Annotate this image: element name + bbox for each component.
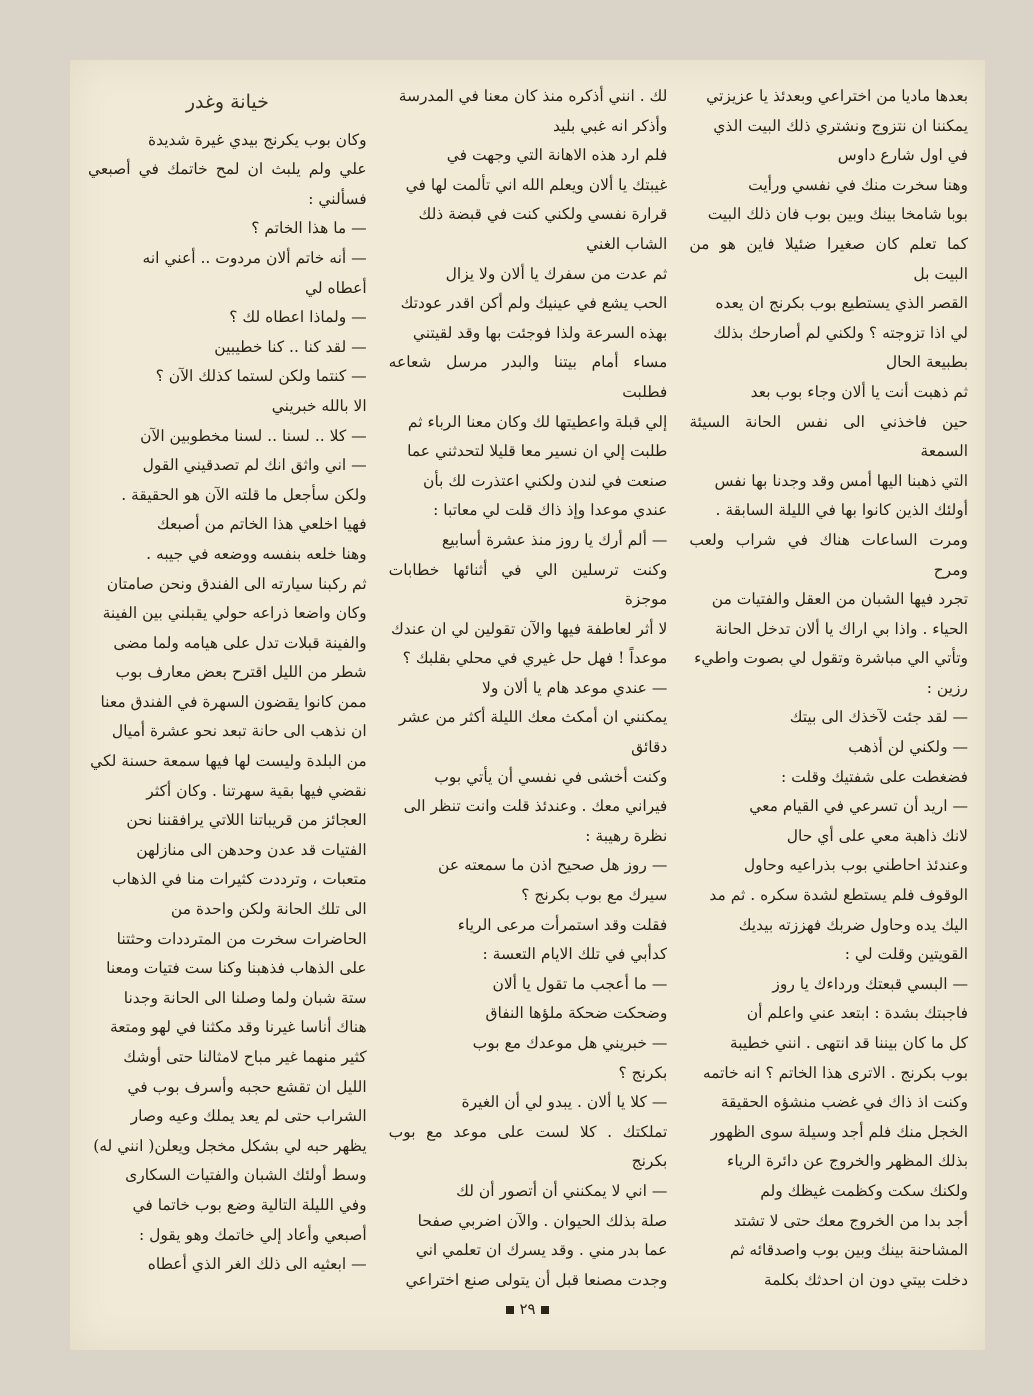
- text-line: رزين :: [926, 678, 969, 697]
- text-line: كل ما كان بيننا قد انتهى . انني خطيبة: [729, 1034, 969, 1052]
- text-line: بوب بكرنج . الاترى هذا الخاتم ؟ انه خاتمه: [702, 1063, 969, 1082]
- text-line: الفتيات قد عدن وحدهن الى منازلهن: [136, 840, 367, 859]
- text-line: شطر من الليل اقترح بعض معارف بوب: [115, 663, 367, 682]
- text-line: ستة شبان ولما وصلنا الى الحانة وجدنا: [123, 988, 367, 1007]
- text-line: نظرة رهيبة :: [585, 826, 668, 845]
- text-line: — عندي موعد هام يا ألان ولا: [482, 678, 668, 697]
- text-line: على الذهاب فذهبنا وكنا ست فتيات ومعنا: [106, 959, 367, 978]
- article-title: خيانة وغدر: [185, 91, 269, 113]
- text-line: الشاب الغني: [586, 234, 668, 253]
- text-line: هناك أناسا غيرنا وقد مكثنا في لهو ومتعة: [109, 1018, 367, 1037]
- text-line: وأذكر انه غبي بليد: [553, 116, 668, 135]
- text-line: موعداً ! فهل حل غيري في محلي بقلبك ؟: [402, 649, 668, 668]
- text-line: الخجل منك فلم أجد وسيلة سوى الظهور: [710, 1122, 969, 1141]
- text-line: ان نذهب الى حانة تبعد نحو عشرة أميال: [111, 722, 367, 741]
- text-line: ولكن سأجعل ما قلته الآن هو الحقيقة .: [121, 485, 367, 504]
- column-left: [689, 82, 968, 1292]
- text-line: العجائز من قريباتنا اللاتي يرافقننا نحن: [126, 811, 367, 830]
- text-line: — البسي قبعتك ورداءك يا روز: [772, 974, 969, 993]
- text-line: بعدها ماديا من اختراعي وبعدئذ يا عزيزتي: [706, 87, 969, 105]
- text-line: من البلدة وليست لها فيها سمعة حسنة لكي: [90, 752, 367, 771]
- text-line: المشاحنة بينك وبين بوب واصدقائه ثم: [729, 1241, 969, 1260]
- footer-square-icon: [506, 1306, 514, 1314]
- text-line: كثير منهما غير مباح لامثالنا حتى أوشك: [123, 1048, 367, 1066]
- text-line: وفي الليلة التالية وضع بوب خاتما في: [132, 1195, 367, 1214]
- text-line: — كنتما ولكن لستما كذلك الآن ؟: [155, 367, 367, 386]
- footer-square-icon: [541, 1306, 549, 1314]
- text-line: بوبا شامخا بينك وبين بوب فان ذلك البيت: [707, 205, 969, 224]
- text-line: — روز هل صحيح اذن ما سمعته عن: [438, 856, 668, 875]
- text-line: لانك ذاهبة معي على أي حال: [786, 826, 969, 845]
- text-line: — ألم أرك يا روز منذ عشرة أسابيع: [441, 530, 668, 549]
- text-line: فقلت وقد استمرأت مرعى الرياء: [457, 915, 668, 934]
- text-line: فضغطت على شفتيك وقلت :: [781, 767, 969, 786]
- text-line: — لقد جئت لآخذك الى بيتك: [789, 708, 969, 727]
- text-line: ممن كانوا يقضون السهرة في الفندق معنا: [100, 692, 367, 711]
- text-line: أجد بدا من الخروج معك حتى لا تشتد: [733, 1211, 969, 1230]
- text-line: الحياء . واذا بي اراك يا ألان تدخل الحانة: [715, 619, 969, 638]
- text-columns: [88, 82, 968, 1292]
- text-line: صنعت في لندن ولكني اعتذرت لك بأن: [422, 471, 668, 490]
- text-line: — خبريني هل موعدك مع بوب: [472, 1034, 668, 1052]
- text-line: لا أثر لعاطفة فيها والآن تقولين لي ان عندك: [391, 619, 668, 638]
- text-line: اليك يده وحاول ضربك فهززته بيديك: [738, 915, 969, 934]
- text-line: — اريد أن تسرعي في القيام معي: [749, 797, 969, 816]
- text-line: لي اذا تزوجته ؟ ولكني لم أصارحك بذلك: [713, 323, 969, 342]
- text-line: والفينة قبلات تدل على هيامه ولما مضى: [113, 633, 367, 652]
- text-line: بذلك المظهر والخروج عن دائرة الرياء: [727, 1152, 969, 1171]
- text-line: صلة بذلك الحيوان . والآن اضربي صفحا: [417, 1211, 668, 1230]
- text-line: لك . انني أذكره منذ كان معنا في المدرسة: [398, 87, 668, 105]
- text-line: فاجبتك بشدة : ابتعد عني واعلم أن: [746, 1004, 969, 1023]
- text-line: يمكنني ان أمكث معك الليلة أكثر من عشر: [398, 708, 668, 727]
- text-line: الحب يشع في عينيك ولم أكن اقدر عودتك: [400, 294, 668, 313]
- column-right: [88, 82, 367, 1292]
- text-line: الى تلك الحانة ولكن واحدة من: [170, 900, 367, 919]
- text-line: وضحكت ضحكة ملؤها النفاق: [485, 1004, 668, 1023]
- text-line: نقضي فيها بقية سهرتنا . وكان أكثر: [146, 781, 367, 800]
- text-line: القويتين وقلت لي :: [844, 945, 969, 964]
- text-line: وتأتي الي مباشرة وتقول لي بصوت واطيء: [694, 649, 969, 668]
- text-line: سيرك مع بوب بكرنج ؟: [521, 886, 668, 905]
- text-line: كدأبي في تلك الايام التعسة :: [482, 945, 668, 964]
- text-line: حين فاخذني الى نفس الحانة السيئة السمعة: [689, 412, 969, 461]
- text-line: عندي موعدا وإذ ذاك قلت لي معاتبا :: [433, 501, 668, 520]
- text-line: وكنت ترسلين الي في أثنائها خطابات موجزة: [388, 560, 668, 609]
- text-line: الحاضرات سخرت من المترددات وحثتنا: [116, 929, 367, 948]
- text-line: أولئك الذين كانوا بها في الليلة السابقة .: [715, 501, 969, 520]
- text-line: علي ولم يلبث ان لمح خاتمك في أصبعي فسألني :: [88, 160, 367, 208]
- text-line: متعبات ، وترددت كثيرات منا في الذهاب: [112, 870, 367, 889]
- text-line: دخلت بيتي دون ان احدثك بكلمة: [763, 1270, 969, 1289]
- text-line: أصبعي وأعاد إلي خاتمك وهو يقول :: [139, 1225, 367, 1244]
- text-line: ثم ركبنا سيارته الى الفندق ونحن صامتان: [106, 574, 367, 593]
- text-line: فلم ارد هذه الاهانة التي وجهت في: [446, 146, 668, 165]
- text-line: ومرت الساعات هناك في شراب ولعب ومرح: [689, 530, 969, 579]
- text-line: وهنا خلعه بنفسه ووضعه في جيبه .: [146, 544, 367, 563]
- text-line: وعندئذ احاطني بوب بذراعيه وحاول: [743, 856, 969, 875]
- text-line: وجدت مصنعا قبل أن يتولى صنع اختراعي: [405, 1270, 668, 1289]
- text-line: تملكتك . كلا لست على موعد مع بوب بكرنج: [388, 1122, 668, 1171]
- text-line: الوقوف فلم يستطع لشدة سكره . ثم مد: [709, 886, 969, 905]
- text-line: — كلا .. لسنا .. لسنا مخطوبين الآن: [140, 426, 367, 445]
- text-line: عما بدر مني . وقد يسرك ان تعلمي اني: [415, 1241, 668, 1260]
- text-line: ثم عدت من سفرك يا ألان ولا يزال: [445, 264, 668, 283]
- text-line: وكنت اذ ذاك في غضب منشؤه الحقيقة: [720, 1093, 969, 1112]
- page-footer: [70, 1300, 985, 1318]
- text-line: التي ذهبنا اليها أمس وقد وجدنا بها نفس: [714, 471, 969, 490]
- text-line: إلي قبلة واعطيتها لك وكان معنا الرباء ثم: [407, 412, 668, 431]
- text-line: كما تعلم كان صغيرا ضئيلا فاين هو من البيت بل: [689, 234, 969, 283]
- text-line: — ابعثيه الى ذلك الغر الذي أعطاه: [147, 1255, 367, 1274]
- text-line: — أنه خاتم ألان مردوت .. أعني انه: [142, 248, 367, 267]
- text-line: فيراني معك . وعندئذ قلت وانت تنظر الى: [403, 797, 668, 816]
- text-line: بكرنج ؟: [618, 1063, 668, 1082]
- text-line: — لقد كنا .. كنا خطيبين: [214, 337, 367, 356]
- text-line: — كلا يا ألان . يبدو لي أن الغيرة: [461, 1093, 668, 1112]
- column-middle: [389, 82, 668, 1292]
- text-line: قرارة نفسي ولكني كنت في قبضة ذلك: [418, 205, 668, 224]
- page-number: ٢٩: [519, 1300, 536, 1318]
- text-line: دقائق: [631, 738, 668, 757]
- text-line: يمكننا ان نتزوج ونشتري ذلك البيت الذي: [713, 116, 969, 135]
- text-line: وسط أولئك الشبان والفتيات السكارى: [125, 1166, 367, 1185]
- text-line: وكان واضعا ذراعه حولي يقبلني بين الفينة: [102, 604, 367, 623]
- text-line: — ولكني لن أذهب: [848, 738, 969, 757]
- text-line: بهذه السرعة ولذا فوجئت بها وقد لقيتني: [412, 323, 668, 342]
- text-line: طلبت إلي ان نسير معا قليلا لتحدثني عما: [407, 442, 668, 461]
- text-line: غيبتك يا ألان ويعلم الله اني تألمت لها في: [405, 175, 668, 194]
- text-line: الا بالله خبريني: [271, 396, 367, 415]
- text-line: القصر الذي يستطيع بوب بكرنج ان يعده: [715, 294, 969, 313]
- text-line: — ما هذا الخاتم ؟: [251, 219, 367, 238]
- text-line: في اول شارع داوس: [837, 146, 969, 165]
- text-line: يظهر حبه لي بشكل مخجل ويعلن( انني له): [93, 1136, 367, 1155]
- text-line: — ولماذا اعطاه لك ؟: [229, 308, 367, 327]
- text-line: تجرد فيها الشبان من العقل والفتيات من: [711, 590, 969, 609]
- text-line: الشراب حتى لم يعد يملك وعيه وصار: [130, 1107, 367, 1126]
- text-line: أعطاه لي: [304, 278, 367, 297]
- text-line: الليل ان تقشع حجبه وأسرف بوب في: [127, 1077, 367, 1096]
- text-line: وكنت أخشى في نفسي أن يأتي بوب: [434, 767, 668, 786]
- text-line: بطبيعة الحال: [885, 353, 969, 372]
- text-line: مساء أمام بيتنا والبدر مرسل شعاعه فطلبت: [388, 353, 668, 401]
- text-line: ثم ذهبت أنت يا ألان وجاء بوب بعد: [750, 382, 969, 401]
- text-line: — ما أعجب ما تقول يا ألان: [492, 974, 668, 993]
- text-line: وكان بوب يكرنج بيدي غيرة شديدة: [147, 130, 367, 149]
- magazine-page: [70, 60, 985, 1350]
- text-line: — اني واثق انك لم تصدقيني القول: [142, 456, 367, 475]
- text-line: فهيا اخلعي هذا الخاتم من أصبعك: [156, 515, 367, 534]
- text-line: — اني لا يمكنني أن أتصور أن لك: [456, 1181, 668, 1200]
- text-line: وهنا سخرت منك في نفسي ورأيت: [748, 175, 969, 194]
- text-line: ولكنك سكت وكظمت غيظك ولم: [760, 1181, 969, 1200]
